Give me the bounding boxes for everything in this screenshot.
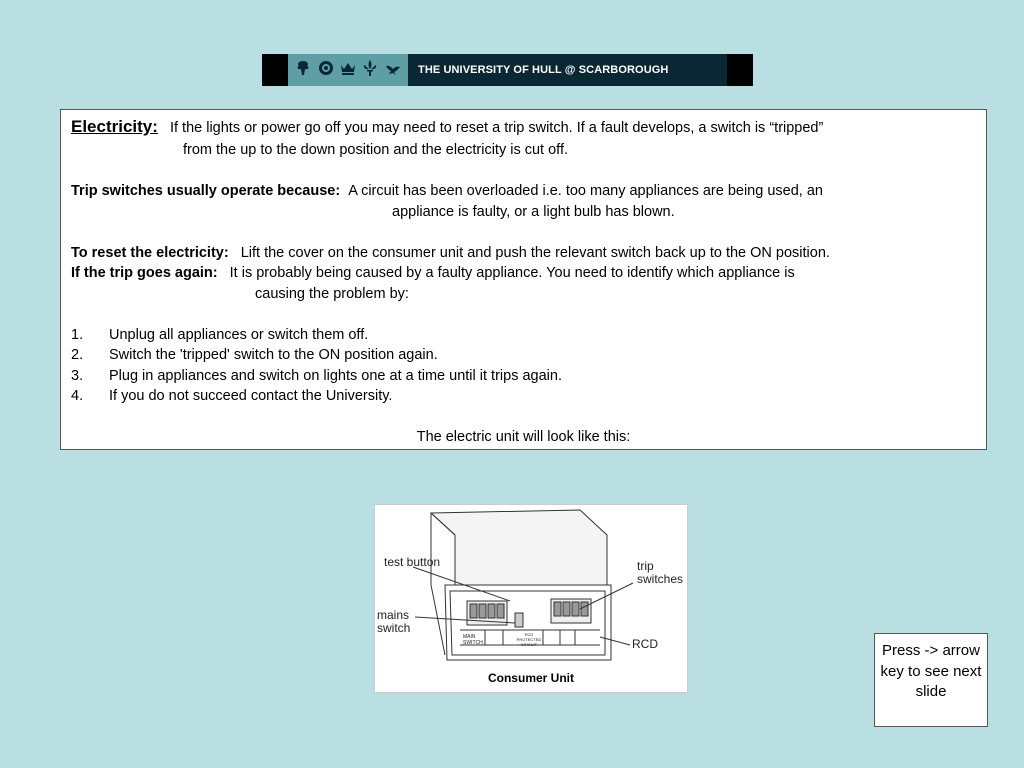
rose-icon — [317, 59, 335, 82]
step-text: Plug in appliances and switch on lights one at a time until it trips again. — [109, 368, 562, 384]
consumer-unit-figure — [374, 504, 688, 693]
crest-strip — [288, 54, 408, 86]
rcd-label: RCD — [632, 637, 658, 651]
reset-row — [71, 243, 830, 264]
rcd-protected-tag: RCD PROTECTED CIRCUIT — [516, 632, 542, 647]
again-label: If the trip goes again: — [71, 265, 218, 281]
main-switch-tag: MAIN SWITCH — [463, 634, 483, 646]
again-row — [71, 263, 795, 284]
step-text: Unplug all appliances or switch them off. — [109, 327, 369, 343]
trip-line-2: appliance is faulty, or a light bulb has blown. — [392, 204, 675, 220]
again-line-1: It is probably being caused by a faulty appliance. You need to identify which appliance is — [229, 265, 795, 281]
intro-row — [71, 117, 823, 139]
step-number: 1. — [71, 327, 84, 343]
step-number: 4. — [71, 388, 84, 404]
banner-title: THE UNIVERSITY OF HULL @ SCARBOROUGH — [408, 54, 727, 86]
next-slide-hint: Press -> arrow key to see next slide — [874, 633, 988, 727]
figure-caption: Consumer Unit — [487, 671, 574, 685]
crown-icon — [339, 59, 357, 82]
university-banner — [262, 54, 753, 86]
trip-line-1: A circuit has been overloaded i.e. too many appliances are being used, an — [348, 183, 823, 199]
trip-switches-label: trip switches — [637, 559, 684, 586]
step-number: 2. — [71, 347, 84, 363]
closing-line: The electric unit will look like this: — [416, 429, 631, 445]
test-button-label: test button — [384, 555, 441, 569]
trip-label: Trip switches usually operate because: — [71, 183, 341, 199]
bird-icon — [384, 59, 402, 82]
tree-icon — [294, 59, 312, 82]
step-text: Switch the 'tripped' switch to the ON position again. — [109, 347, 438, 363]
electricity-info-box — [60, 109, 987, 450]
intro-line-2: from the up to the down position and the electricity is cut off. — [183, 142, 569, 158]
banner-right-bar — [727, 54, 753, 86]
reset-text: Lift the cover on the consumer unit and push the relevant switch back up to the ON position. — [240, 245, 830, 261]
consumer-unit-drawing — [375, 505, 687, 692]
again-line-2: causing the problem by: — [255, 286, 409, 302]
mains-switch-label: mains switch — [377, 608, 411, 635]
intro-line-1: If the lights or power go off you may need to reset a trip switch. If a fault develops, a switch is “tripped” — [169, 120, 824, 136]
reset-label: To reset the electricity: — [71, 245, 229, 261]
banner-left-bar — [262, 54, 288, 86]
section-heading: Electricity: — [71, 117, 158, 136]
trip-row — [71, 181, 823, 202]
fleur-de-lis-icon — [361, 59, 379, 82]
step-text: If you do not succeed contact the University. — [109, 388, 393, 404]
step-number: 3. — [71, 368, 84, 384]
